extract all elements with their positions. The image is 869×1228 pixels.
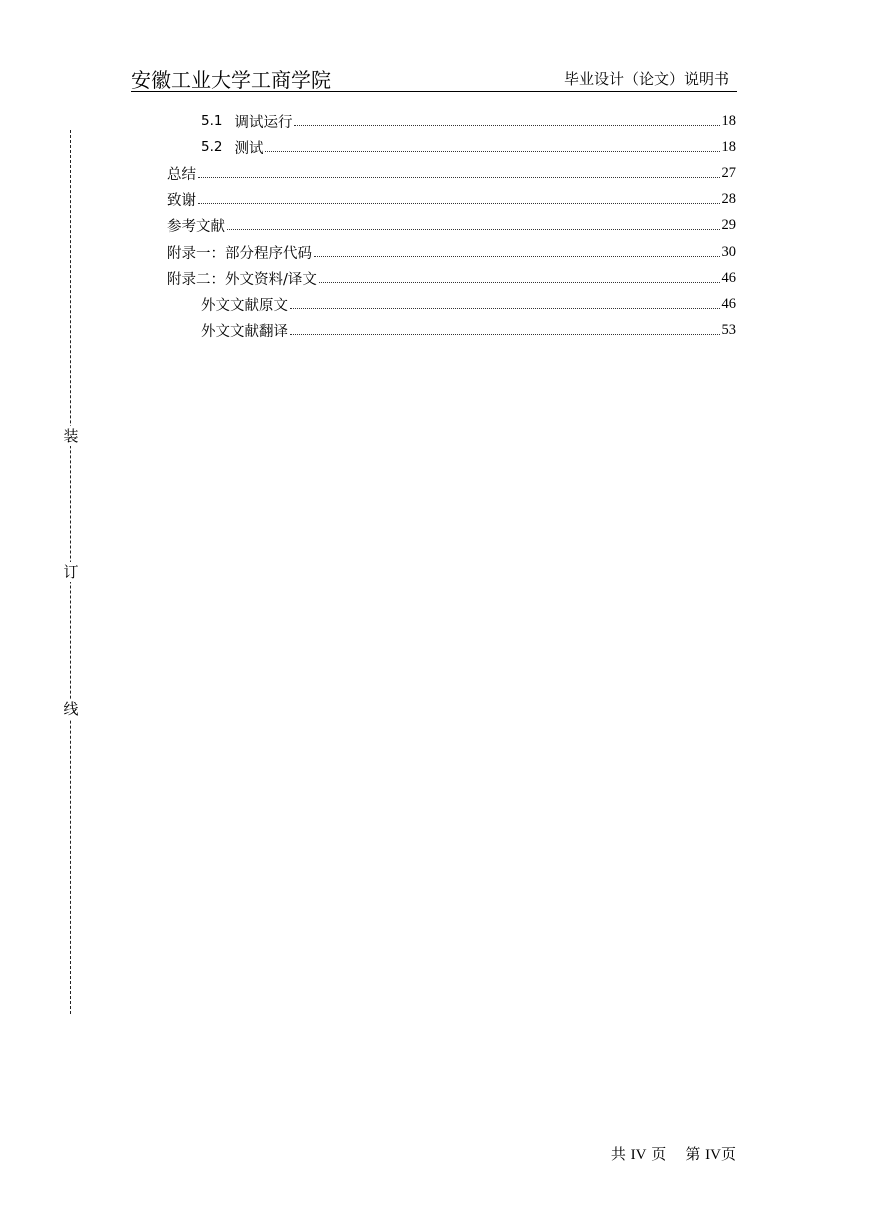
- page-header: [131, 62, 737, 92]
- binding-margin: [62, 130, 82, 1014]
- institution-name: 安徽工业大学工商学院: [131, 68, 331, 92]
- toc-page-number: 53: [721, 322, 736, 339]
- binding-char-ding: 订: [63, 563, 79, 581]
- table-of-contents: [167, 108, 736, 344]
- footer-total-prefix: 共: [610, 1147, 626, 1163]
- toc-title: 参考文献: [167, 219, 225, 236]
- toc-page-number: 30: [721, 243, 736, 260]
- footer-current-page: IV: [705, 1147, 721, 1163]
- toc-entry[interactable]: [167, 318, 736, 344]
- toc-title: 外文文献翻译: [201, 324, 288, 341]
- toc-page-number: 18: [721, 138, 736, 155]
- binding-char-xian: 线: [63, 700, 79, 718]
- binding-char-zhuang: 装: [63, 427, 79, 445]
- toc-page-number: 28: [721, 191, 736, 208]
- document-type: 毕业设计（论文）说明书: [563, 70, 729, 88]
- toc-leader: [294, 111, 719, 126]
- toc-leader: [265, 137, 719, 152]
- footer-current-suffix: 页: [720, 1147, 736, 1163]
- footer-current-prefix: 第: [685, 1147, 701, 1163]
- toc-title: 附录二：外文资料/译文: [167, 271, 317, 288]
- toc-entry[interactable]: [167, 239, 736, 265]
- toc-page-number: 29: [721, 217, 736, 234]
- toc-leader: [314, 242, 720, 257]
- toc-title: 总结: [167, 166, 196, 183]
- toc-leader: [198, 163, 720, 178]
- toc-entry[interactable]: [167, 265, 736, 291]
- toc-page-number: 27: [721, 164, 736, 181]
- toc-leader: [227, 215, 720, 230]
- toc-leader: [290, 294, 720, 309]
- toc-title: 附录一：部分程序代码: [167, 245, 312, 262]
- page-footer: [611, 1143, 736, 1164]
- toc-section-number: 5.2: [201, 139, 223, 156]
- toc-title: 外文文献原文: [201, 297, 288, 314]
- footer-total-pages: IV: [630, 1147, 647, 1163]
- toc-entry[interactable]: [167, 134, 736, 160]
- toc-title: 调试运行: [234, 114, 293, 131]
- toc-entry[interactable]: [167, 160, 736, 186]
- toc-leader: [290, 320, 720, 335]
- toc-entry[interactable]: [167, 213, 736, 239]
- toc-entry[interactable]: [167, 108, 736, 134]
- toc-leader: [319, 268, 720, 283]
- footer-total-suffix: 页: [651, 1147, 667, 1163]
- toc-leader: [198, 189, 720, 204]
- toc-entry[interactable]: [167, 291, 736, 317]
- toc-section-number: 5.1: [201, 113, 223, 130]
- toc-page-number: 46: [721, 269, 736, 286]
- toc-page-number: 46: [721, 295, 736, 312]
- toc-page-number: 18: [721, 112, 736, 129]
- toc-title: 测试: [234, 140, 264, 157]
- toc-title: 致谢: [167, 193, 196, 210]
- toc-entry[interactable]: [167, 187, 736, 213]
